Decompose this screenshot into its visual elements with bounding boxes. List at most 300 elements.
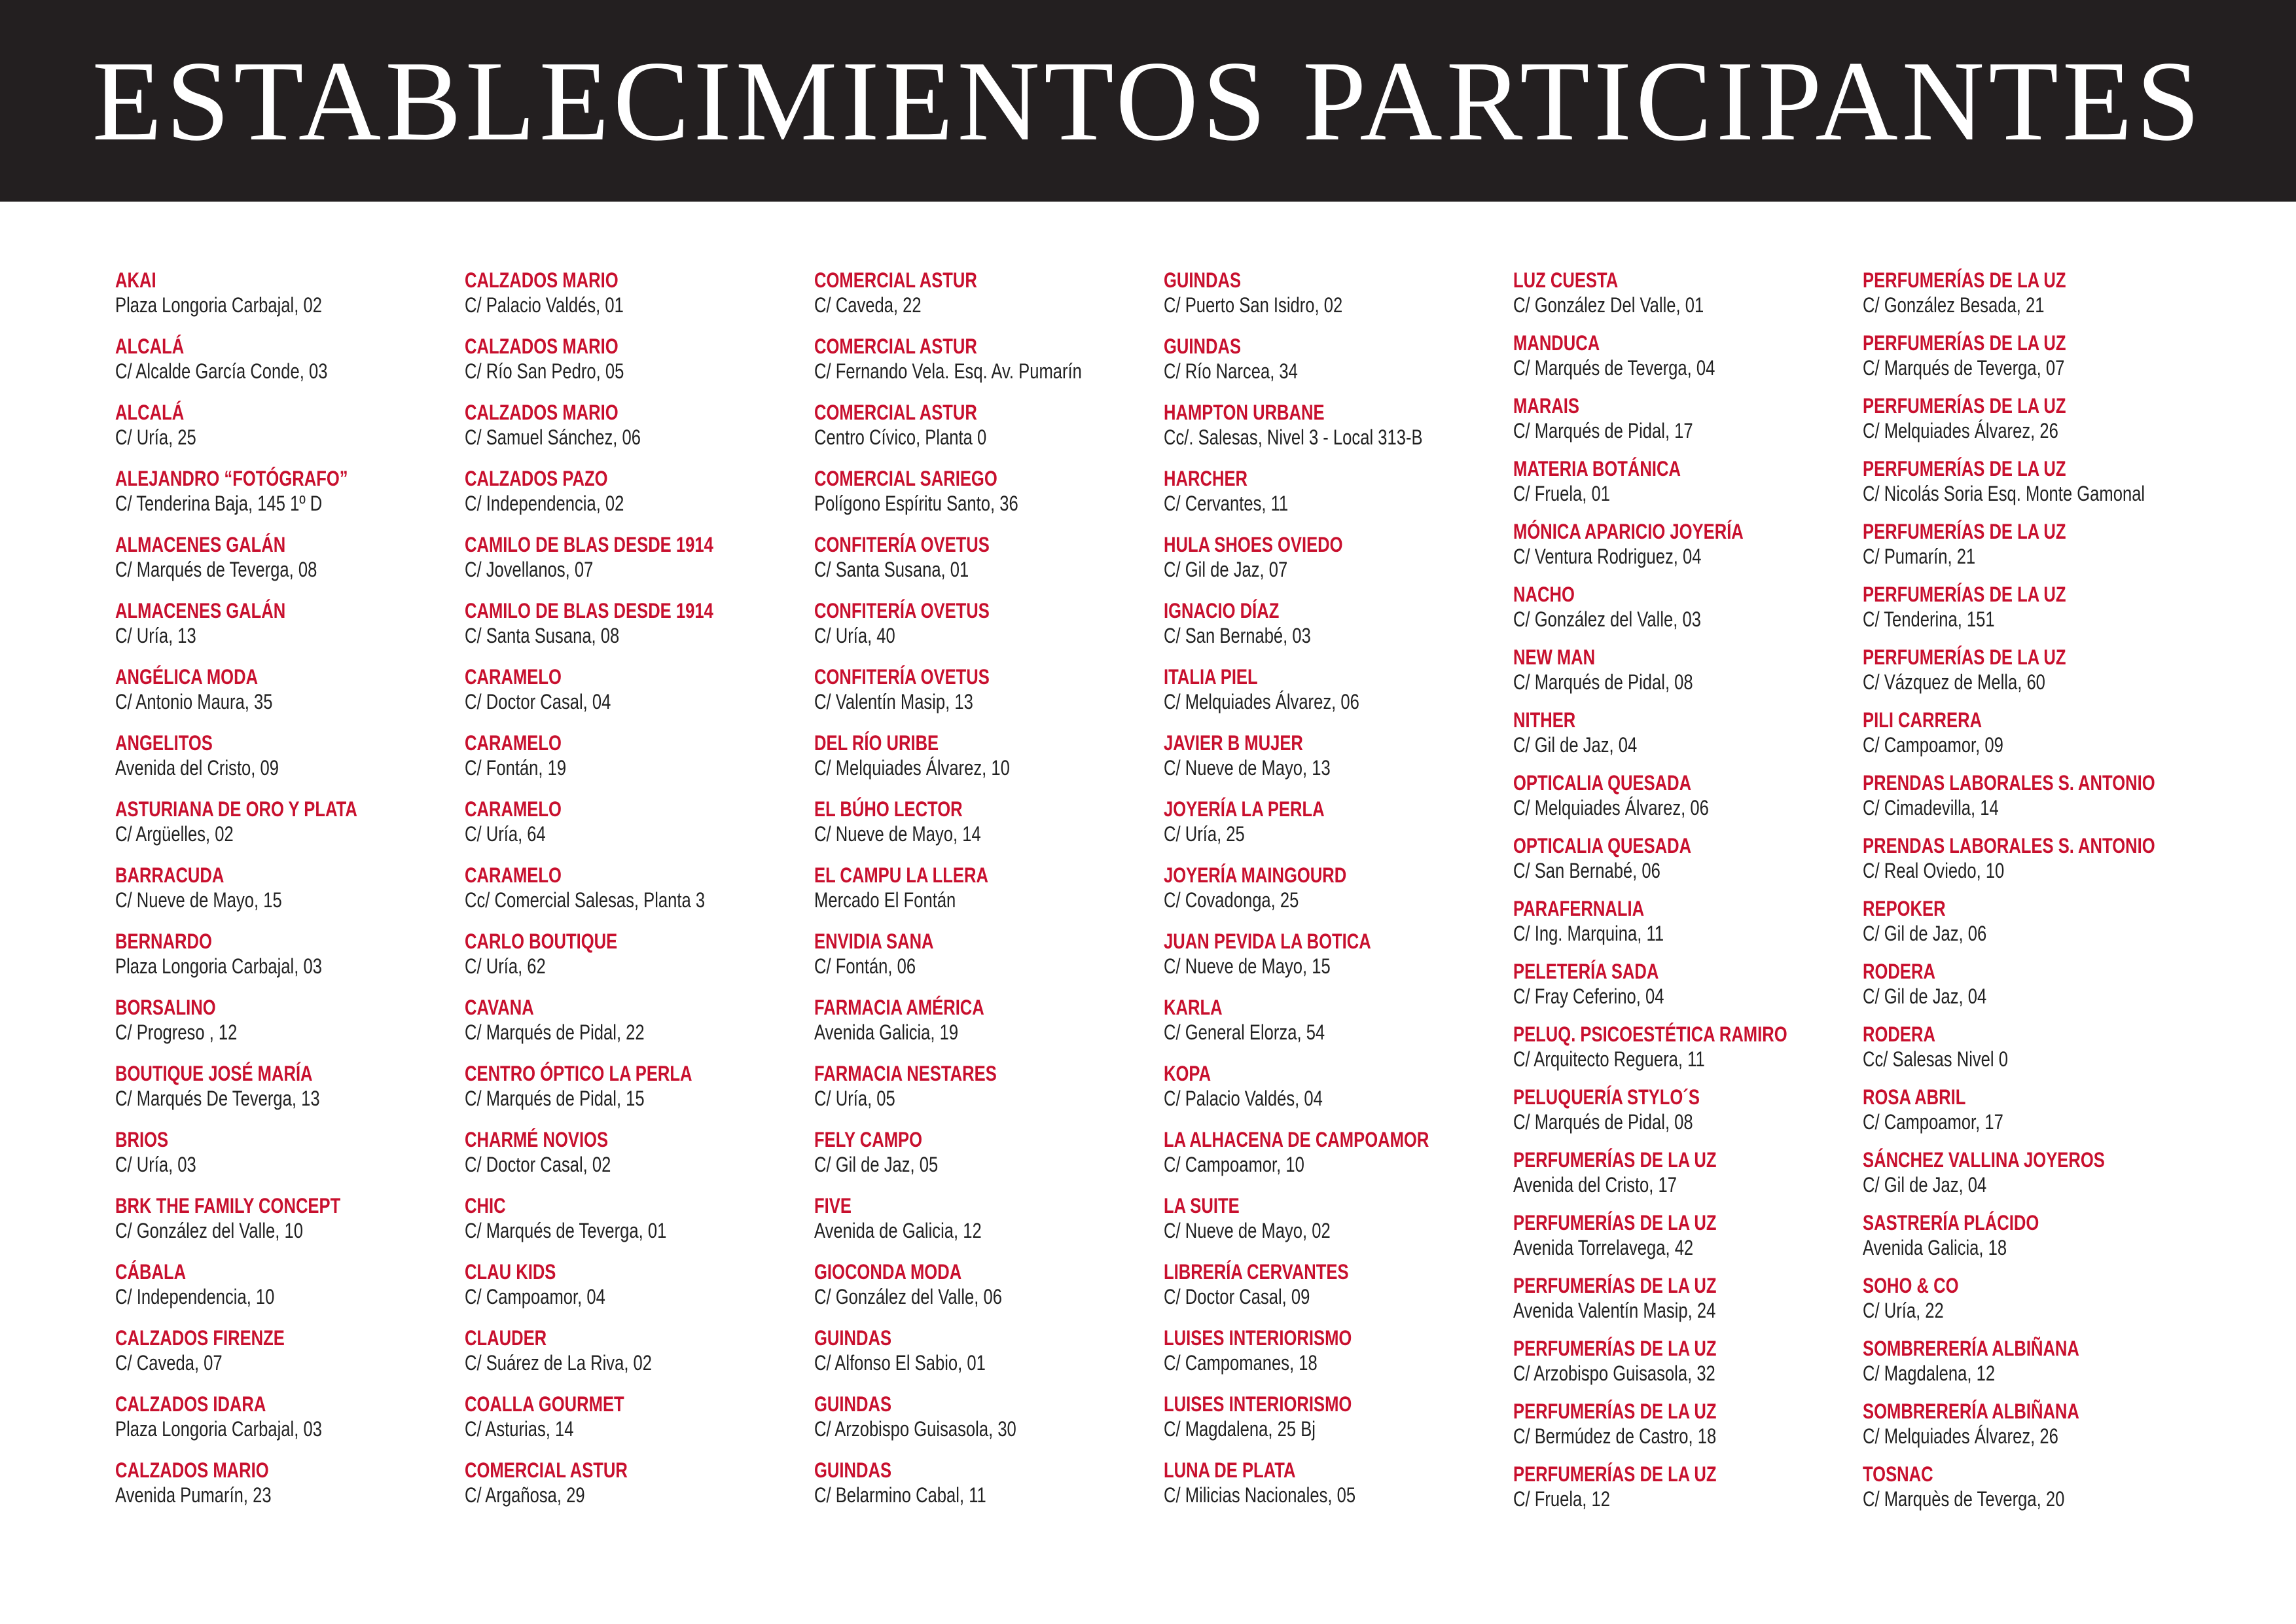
establishment-address: C/ Arzobispo Guisasola, 30 xyxy=(814,1417,1016,1441)
establishment-address: C/ Marqués de Pidal, 15 xyxy=(465,1087,645,1110)
establishment-name: COMERCIAL ASTUR xyxy=(814,401,977,424)
establishment-entry xyxy=(814,928,1181,987)
establishment-entry xyxy=(1164,796,1530,855)
establishment-address: Plaza Longoria Carbajal, 03 xyxy=(115,954,322,978)
establishment-entry xyxy=(465,1127,831,1185)
establishment-name: KARLA xyxy=(1164,996,1223,1019)
establishment-name: COMERCIAL ASTUR xyxy=(465,1458,628,1482)
establishment-address: Cc/ Salesas Nivel 0 xyxy=(1863,1047,2008,1071)
establishment-address: C/ Pumarín, 21 xyxy=(1863,545,1976,568)
establishment-name: PERFUMERÍAS DE LA UZ xyxy=(1863,645,2066,669)
establishment-address: C/ Melquiades Álvarez, 26 xyxy=(1863,1424,2058,1448)
establishment-address: C/ San Bernabé, 03 xyxy=(1164,624,1311,647)
establishment-address: C/ Melquiades Álvarez, 26 xyxy=(1863,419,2058,442)
establishment-address: C/ Fontán, 06 xyxy=(814,954,916,978)
establishment-name: PERFUMERÍAS DE LA UZ xyxy=(1513,1148,1717,1172)
establishment-entry xyxy=(115,1060,482,1119)
establishment-entry xyxy=(465,267,831,326)
establishment-address: C/ González Del Valle, 01 xyxy=(1513,293,1704,317)
establishment-entry xyxy=(465,465,831,524)
establishment-entry xyxy=(1513,707,1880,766)
establishment-address: C/ Gil de Jaz, 04 xyxy=(1863,984,1987,1008)
establishment-address: Avenida Valentín Masip, 24 xyxy=(1513,1299,1716,1322)
establishment-address: C/ Gil de Jaz, 04 xyxy=(1863,1173,1987,1197)
establishment-address: C/ Caveda, 22 xyxy=(814,293,922,317)
establishment-entry xyxy=(1513,1147,1880,1206)
establishment-entry xyxy=(1164,1127,1530,1185)
establishment-address: Avenida Torrelavega, 42 xyxy=(1513,1236,1694,1259)
establishment-entry xyxy=(1863,1398,2229,1457)
establishment-address: C/ Vázquez de Mella, 60 xyxy=(1863,670,2045,694)
establishment-name: JOYERÍA MAINGOURD xyxy=(1164,863,1347,887)
establishment-address: C/ Melquiades Álvarez, 06 xyxy=(1513,796,1709,820)
establishment-entry xyxy=(814,796,1181,855)
establishment-name: LA ALHACENA DE CAMPOAMOR xyxy=(1164,1128,1429,1151)
establishment-name: KOPA xyxy=(1164,1062,1211,1085)
establishment-entry xyxy=(1863,1461,2229,1520)
establishment-name: MATERIA BOTÁNICA xyxy=(1513,457,1681,480)
establishment-name: BRIOS xyxy=(115,1128,169,1151)
establishment-address: C/ González del Valle, 06 xyxy=(814,1285,1002,1308)
establishment-entry xyxy=(814,994,1181,1053)
establishment-entry xyxy=(465,664,831,723)
establishment-entry xyxy=(1863,833,2229,892)
establishment-entry xyxy=(1164,1060,1530,1119)
establishment-address: Avenida Pumarín, 23 xyxy=(115,1483,272,1507)
establishment-entry xyxy=(1863,518,2229,577)
establishment-name: BERNARDO xyxy=(115,929,212,953)
establishment-address: C/ Río Narcea, 34 xyxy=(1164,359,1298,383)
establishment-entry xyxy=(1513,581,1880,640)
establishment-address: Polígono Espíritu Santo, 36 xyxy=(814,492,1018,515)
establishment-name: HAMPTON URBANE xyxy=(1164,401,1325,424)
establishment-address: C/ Marqués De Teverga, 13 xyxy=(115,1087,320,1110)
establishment-name: NEW MAN xyxy=(1513,645,1596,669)
establishment-address: C/ Nueve de Mayo, 02 xyxy=(1164,1219,1331,1242)
establishment-name: JOYERÍA LA PERLA xyxy=(1164,797,1325,821)
establishment-address: C/ Gil de Jaz, 06 xyxy=(1863,922,1987,945)
establishment-address: C/ Fruela, 12 xyxy=(1513,1487,1610,1511)
establishment-name: ANGELITOS xyxy=(115,731,213,755)
establishment-entry xyxy=(814,465,1181,524)
establishment-name: GUINDAS xyxy=(814,1392,892,1416)
establishment-entry xyxy=(465,532,831,590)
establishment-name: IGNACIO DÍAZ xyxy=(1164,599,1280,623)
establishment-entry xyxy=(1863,330,2229,389)
establishment-address: C/ Palacio Valdés, 01 xyxy=(465,293,624,317)
establishment-address: C/ Fernando Vela. Esq. Av. Pumarín xyxy=(814,359,1082,383)
establishment-name: MARAIS xyxy=(1513,394,1579,418)
establishment-entry xyxy=(465,598,831,657)
establishment-entry xyxy=(1164,399,1530,458)
establishment-name: CONFITERÍA OVETUS xyxy=(814,665,990,689)
establishment-address: C/ Melquiades Álvarez, 10 xyxy=(814,756,1010,780)
establishment-entry xyxy=(1863,1210,2229,1269)
establishment-entry xyxy=(465,1325,831,1384)
establishment-entry xyxy=(1863,1084,2229,1143)
establishment-name: NACHO xyxy=(1513,583,1575,606)
establishment-name: SOHO & CO xyxy=(1863,1274,1959,1297)
establishment-entry xyxy=(115,1391,482,1450)
establishment-entry xyxy=(1513,1084,1880,1143)
establishment-name: GUINDAS xyxy=(1164,334,1242,358)
establishment-name: PARAFERNALIA xyxy=(1513,897,1645,920)
establishment-address: C/ Belarmino Cabal, 11 xyxy=(814,1483,986,1507)
establishment-address: C/ Marqués de Teverga, 07 xyxy=(1863,356,2065,380)
establishment-address: C/ González del Valle, 10 xyxy=(115,1219,303,1242)
establishment-name: CHIC xyxy=(465,1194,506,1218)
establishment-name: OPTICALIA QUESADA xyxy=(1513,771,1692,795)
establishment-name: GIOCONDA MODA xyxy=(814,1260,962,1284)
establishment-entry xyxy=(115,532,482,590)
establishment-address: C/ Fray Ceferino, 04 xyxy=(1513,984,1664,1008)
establishment-name: CONFITERÍA OVETUS xyxy=(814,533,990,556)
establishment-name: PERFUMERÍAS DE LA UZ xyxy=(1513,1462,1717,1486)
establishment-entry xyxy=(115,994,482,1053)
establishment-entry xyxy=(1164,267,1530,326)
establishment-entry xyxy=(1513,330,1880,389)
establishment-name: PELUQUERÍA STYLO´S xyxy=(1513,1085,1700,1109)
establishment-entry xyxy=(115,399,482,458)
establishment-entry xyxy=(465,1457,831,1516)
establishment-entry xyxy=(1863,707,2229,766)
establishment-address: C/ Gil de Jaz, 04 xyxy=(1513,733,1638,757)
establishment-address: C/ Samuel Sánchez, 06 xyxy=(465,425,641,449)
establishment-name: CAVANA xyxy=(465,996,534,1019)
establishment-address: C/ Uría, 25 xyxy=(115,425,196,449)
establishment-entry xyxy=(1863,393,2229,452)
establishment-address: C/ Caveda, 07 xyxy=(115,1351,223,1375)
establishment-entry xyxy=(1513,1335,1880,1394)
establishment-address: C/ Marqués de Teverga, 04 xyxy=(1513,356,1715,380)
establishment-entry xyxy=(465,994,831,1053)
establishment-address: C/ Nueve de Mayo, 13 xyxy=(1164,756,1331,780)
establishment-address: C/ Independencia, 10 xyxy=(115,1285,275,1308)
establishment-name: PRENDAS LABORALES S. ANTONIO xyxy=(1863,834,2155,857)
establishment-name: NITHER xyxy=(1513,708,1576,732)
establishment-entry xyxy=(1164,994,1530,1053)
establishment-name: PERFUMERÍAS DE LA UZ xyxy=(1513,1211,1717,1235)
establishment-address: C/ Santa Susana, 08 xyxy=(465,624,620,647)
establishment-address: C/ Tenderina, 151 xyxy=(1863,607,1995,631)
establishment-entry xyxy=(814,267,1181,326)
establishment-address: C/ Ing. Marquina, 11 xyxy=(1513,922,1664,945)
establishment-name: HARCHER xyxy=(1164,467,1247,490)
establishment-entry xyxy=(115,1193,482,1252)
establishment-name: ALEJANDRO “FOTÓGRAFO” xyxy=(115,467,348,490)
establishment-address: C/ Uría, 64 xyxy=(465,822,546,846)
establishment-entry xyxy=(465,1259,831,1318)
establishment-entry xyxy=(1513,644,1880,703)
establishment-entry xyxy=(814,598,1181,657)
establishment-name: JUAN PEVIDA LA BOTICA xyxy=(1164,929,1371,953)
establishment-name: ITALIA PIEL xyxy=(1164,665,1258,689)
title-banner xyxy=(0,0,2296,202)
establishment-address: C/ Fruela, 01 xyxy=(1513,482,1610,505)
establishment-name: DEL RÍO URIBE xyxy=(814,731,939,755)
establishment-name: LUISES INTERIORISMO xyxy=(1164,1326,1352,1350)
establishment-entry xyxy=(814,399,1181,458)
establishment-entry xyxy=(1164,333,1530,392)
establishment-address: C/ Uría, 40 xyxy=(814,624,895,647)
establishment-entry xyxy=(1164,730,1530,789)
establishment-address: C/ Uría, 22 xyxy=(1863,1299,1944,1322)
establishment-entry xyxy=(465,1193,831,1252)
establishment-name: TOSNAC xyxy=(1863,1462,1933,1486)
establishment-name: SÁNCHEZ VALLINA JOYEROS xyxy=(1863,1148,2105,1172)
establishment-address: C/ Doctor Casal, 02 xyxy=(465,1153,611,1176)
establishment-name: BARRACUDA xyxy=(115,863,224,887)
establishment-name: SASTRERÍA PLÁCIDO xyxy=(1863,1211,2039,1235)
establishment-name: ALCALÁ xyxy=(115,401,185,424)
establishment-name: LUISES INTERIORISMO xyxy=(1164,1392,1352,1416)
establishment-address: Avenida del Cristo, 09 xyxy=(115,756,279,780)
establishment-name: CHARMÉ NOVIOS xyxy=(465,1128,609,1151)
establishment-entry xyxy=(1513,456,1880,514)
establishment-entry xyxy=(465,333,831,392)
establishment-entry xyxy=(1513,1398,1880,1457)
establishment-entry xyxy=(814,664,1181,723)
establishment-entry xyxy=(814,862,1181,921)
establishment-name: ALCALÁ xyxy=(115,334,185,358)
establishment-address: C/ Real Oviedo, 10 xyxy=(1863,859,2005,882)
establishment-address: C/ Milicias Nacionales, 05 xyxy=(1164,1483,1356,1507)
establishment-name: GUINDAS xyxy=(814,1326,892,1350)
establishment-name: CAMILO DE BLAS DESDE 1914 xyxy=(465,533,713,556)
establishment-entry xyxy=(1513,1021,1880,1080)
establishment-entry xyxy=(814,730,1181,789)
establishment-address: C/ Puerto San Isidro, 02 xyxy=(1164,293,1343,317)
establishment-entry xyxy=(814,1060,1181,1119)
establishment-address: C/ Valentín Masip, 13 xyxy=(814,690,973,713)
establishment-entry xyxy=(465,862,831,921)
establishment-name: ALMACENES GALÁN xyxy=(115,599,286,623)
establishment-name: CALZADOS MARIO xyxy=(465,401,619,424)
establishment-entry xyxy=(814,1127,1181,1185)
establishment-entry xyxy=(115,664,482,723)
establishment-address: C/ Uría, 03 xyxy=(115,1153,196,1176)
establishment-name: BORSALINO xyxy=(115,996,216,1019)
establishment-name: CALZADOS MARIO xyxy=(465,334,619,358)
establishment-address: Cc/. Salesas, Nivel 3 - Local 313-B xyxy=(1164,425,1423,449)
establishment-name: PERFUMERÍAS DE LA UZ xyxy=(1863,457,2066,480)
establishment-address: C/ Río San Pedro, 05 xyxy=(465,359,624,383)
establishment-entry xyxy=(1513,393,1880,452)
establishment-entry xyxy=(1164,664,1530,723)
establishment-entry xyxy=(814,1325,1181,1384)
establishment-entry xyxy=(115,730,482,789)
establishment-name: CONFITERÍA OVETUS xyxy=(814,599,990,623)
establishment-name: MANDUCA xyxy=(1513,331,1600,355)
establishment-name: SOMBRERERÍA ALBIÑANA xyxy=(1863,1337,2079,1360)
establishment-entry xyxy=(115,1127,482,1185)
establishment-address: C/ Alcalde García Conde, 03 xyxy=(115,359,328,383)
establishment-address: C/ San Bernabé, 06 xyxy=(1513,859,1660,882)
establishment-address: C/ Alfonso El Sabio, 01 xyxy=(814,1351,986,1375)
establishment-name: CALZADOS PAZO xyxy=(465,467,608,490)
establishment-entry xyxy=(115,796,482,855)
establishment-name: COALLA GOURMET xyxy=(465,1392,624,1416)
establishment-address: C/ Uría, 25 xyxy=(1164,822,1245,846)
establishment-address: C/ Arzobispo Guisasola, 32 xyxy=(1513,1362,1715,1385)
establishment-entry xyxy=(115,1325,482,1384)
establishment-address: C/ Magdalena, 25 Bj xyxy=(1164,1417,1316,1441)
establishment-name: PERFUMERÍAS DE LA UZ xyxy=(1513,1337,1717,1360)
establishment-address: C/ Campoamor, 10 xyxy=(1164,1153,1304,1176)
establishment-name: JAVIER B MUJER xyxy=(1164,731,1303,755)
establishment-address: Avenida del Cristo, 17 xyxy=(1513,1173,1677,1197)
establishment-name: CÁBALA xyxy=(115,1260,187,1284)
establishment-address: C/ Marquès de Teverga, 20 xyxy=(1863,1487,2065,1511)
establishment-name: CARAMELO xyxy=(465,731,562,755)
establishment-address: C/ Campoamor, 04 xyxy=(465,1285,605,1308)
establishment-address: Centro Cívico, Planta 0 xyxy=(814,425,987,449)
establishment-entry xyxy=(465,1391,831,1450)
establishment-address: Avenida Galicia, 18 xyxy=(1863,1236,2007,1259)
establishment-entry xyxy=(814,1259,1181,1318)
establishment-address: C/ Tenderina Baja, 145 1º D xyxy=(115,492,323,515)
establishment-entry xyxy=(1513,895,1880,954)
establishment-name: COMERCIAL ASTUR xyxy=(814,268,977,292)
establishment-address: C/ Marqués de Pidal, 22 xyxy=(465,1020,645,1044)
establishment-address: C/ Gil de Jaz, 07 xyxy=(1164,558,1288,581)
establishment-name: EL BÚHO LECTOR xyxy=(814,797,963,821)
establishment-name: SOMBRERERÍA ALBIÑANA xyxy=(1863,1399,2079,1423)
establishment-name: LIBRERÍA CERVANTES xyxy=(1164,1260,1349,1284)
establishment-entry xyxy=(465,399,831,458)
establishment-name: EL CAMPU LA LLERA xyxy=(814,863,988,887)
establishment-entry xyxy=(115,1457,482,1516)
establishment-name: CALZADOS FIRENZE xyxy=(115,1326,285,1350)
establishment-name: FARMACIA NESTARES xyxy=(814,1062,997,1085)
establishment-name: RODERA xyxy=(1863,1022,1935,1046)
establishment-entry xyxy=(465,928,831,987)
establishment-name: CARAMELO xyxy=(465,797,562,821)
establishment-name: MÓNICA APARICIO JOYERÍA xyxy=(1513,520,1744,543)
establishment-name: BRK THE FAMILY CONCEPT xyxy=(115,1194,341,1218)
establishment-name: ASTURIANA DE ORO Y PLATA xyxy=(115,797,357,821)
establishment-entry xyxy=(465,730,831,789)
establishment-address: C/ Gil de Jaz, 05 xyxy=(814,1153,939,1176)
establishment-name: FARMACIA AMÉRICA xyxy=(814,996,984,1019)
establishment-name: ENVIDIA SANA xyxy=(814,929,934,953)
establishment-address: C/ Argüelles, 02 xyxy=(115,822,234,846)
establishment-name: CENTRO ÓPTICO LA PERLA xyxy=(465,1062,692,1085)
establishment-address: C/ Campoamor, 17 xyxy=(1863,1110,2003,1134)
establishment-address: C/ Progreso , 12 xyxy=(115,1020,238,1044)
establishment-entry xyxy=(1863,895,2229,954)
establishment-address: C/ Marqués de Pidal, 08 xyxy=(1513,670,1693,694)
establishment-entry xyxy=(1513,1272,1880,1331)
establishment-entry xyxy=(1164,1457,1530,1516)
establishment-address: Plaza Longoria Carbajal, 02 xyxy=(115,293,322,317)
page-title: ESTABLECIMIENTOS PARTICIPANTES xyxy=(92,37,2204,164)
establishment-name: PERFUMERÍAS DE LA UZ xyxy=(1513,1274,1717,1297)
establishment-address: C/ Fontán, 19 xyxy=(465,756,567,780)
establishment-address: Avenida de Galicia, 12 xyxy=(814,1219,982,1242)
establishment-address: C/ Marqués de Pidal, 08 xyxy=(1513,1110,1693,1134)
establishment-entry xyxy=(1513,267,1880,326)
establishment-name: PERFUMERÍAS DE LA UZ xyxy=(1863,520,2066,543)
establishment-address: C/ Argañosa, 29 xyxy=(465,1483,585,1507)
establishment-address: C/ Uría, 62 xyxy=(465,954,546,978)
establishment-entry xyxy=(1863,267,2229,326)
establishment-address: Plaza Longoria Carbajal, 03 xyxy=(115,1417,322,1441)
establishment-entry xyxy=(1513,1210,1880,1269)
establishment-entry xyxy=(115,267,482,326)
establishment-name: PERFUMERÍAS DE LA UZ xyxy=(1863,331,2066,355)
establishment-name: BOUTIQUE JOSÉ MARÍA xyxy=(115,1062,313,1085)
establishment-name: ROSA ABRIL xyxy=(1863,1085,1966,1109)
establishment-name: CLAU KIDS xyxy=(465,1260,556,1284)
establishment-entry xyxy=(814,1457,1181,1516)
establishment-address: C/ Marqués de Pidal, 17 xyxy=(1513,419,1693,442)
establishment-name: CARLO BOUTIQUE xyxy=(465,929,618,953)
establishment-address: C/ Ventura Rodriguez, 04 xyxy=(1513,545,1702,568)
establishment-name: PERFUMERÍAS DE LA UZ xyxy=(1513,1399,1717,1423)
establishment-entry xyxy=(1164,465,1530,524)
establishment-address: C/ Doctor Casal, 04 xyxy=(465,690,611,713)
establishment-entry xyxy=(814,1193,1181,1252)
establishment-entry xyxy=(814,532,1181,590)
establishment-entry xyxy=(465,1060,831,1119)
establishment-address: C/ Campomanes, 18 xyxy=(1164,1351,1318,1375)
establishment-address: C/ Bermúdez de Castro, 18 xyxy=(1513,1424,1717,1448)
establishment-address: C/ Marqués de Teverga, 01 xyxy=(465,1219,667,1242)
establishment-address: C/ Jovellanos, 07 xyxy=(465,558,594,581)
establishment-name: FELY CAMPO xyxy=(814,1128,923,1151)
establishment-address: C/ Nicolás Soria Esq. Monte Gamonal xyxy=(1863,482,2145,505)
establishment-name: CARAMELO xyxy=(465,665,562,689)
establishment-name: FIVE xyxy=(814,1194,852,1218)
establishment-name: LA SUITE xyxy=(1164,1194,1240,1218)
establishment-address: C/ Nueve de Mayo, 15 xyxy=(1164,954,1331,978)
establishment-address: C/ Doctor Casal, 09 xyxy=(1164,1285,1310,1308)
establishment-entry xyxy=(1513,958,1880,1017)
establishment-address: C/ Antonio Maura, 35 xyxy=(115,690,273,713)
establishment-entry xyxy=(1164,1325,1530,1384)
establishment-address: C/ Uría, 05 xyxy=(814,1087,895,1110)
establishment-name: REPOKER xyxy=(1863,897,1946,920)
establishment-entry xyxy=(1863,1335,2229,1394)
establishment-name: PERFUMERÍAS DE LA UZ xyxy=(1863,268,2066,292)
establishment-entry xyxy=(465,796,831,855)
establishment-address: C/ Campoamor, 09 xyxy=(1863,733,2003,757)
establishment-name: RODERA xyxy=(1863,960,1935,983)
establishment-name: ALMACENES GALÁN xyxy=(115,533,286,556)
establishment-name: COMERCIAL ASTUR xyxy=(814,334,977,358)
establishment-name: HULA SHOES OVIEDO xyxy=(1164,533,1343,556)
establishment-address: C/ González Besada, 21 xyxy=(1863,293,2045,317)
establishment-address: C/ Santa Susana, 01 xyxy=(814,558,969,581)
establishment-address: C/ Cervantes, 11 xyxy=(1164,492,1289,515)
establishment-address: C/ General Elorza, 54 xyxy=(1164,1020,1325,1044)
establishment-entry xyxy=(1164,598,1530,657)
establishment-entry xyxy=(115,928,482,987)
establishment-name: CALZADOS MARIO xyxy=(115,1458,269,1482)
establishment-entry xyxy=(1513,770,1880,829)
establishment-address: C/ Nueve de Mayo, 14 xyxy=(814,822,981,846)
establishment-name: CALZADOS IDARA xyxy=(115,1392,266,1416)
establishment-address: C/ Suárez de La Riva, 02 xyxy=(465,1351,653,1375)
establishment-entry xyxy=(1863,581,2229,640)
establishment-entry xyxy=(115,598,482,657)
establishment-entry xyxy=(115,862,482,921)
establishment-entry xyxy=(1863,1147,2229,1206)
establishment-name: GUINDAS xyxy=(1164,268,1242,292)
establishment-address: C/ Arquitecto Reguera, 11 xyxy=(1513,1047,1705,1071)
establishment-address: C/ Nueve de Mayo, 15 xyxy=(115,888,282,912)
